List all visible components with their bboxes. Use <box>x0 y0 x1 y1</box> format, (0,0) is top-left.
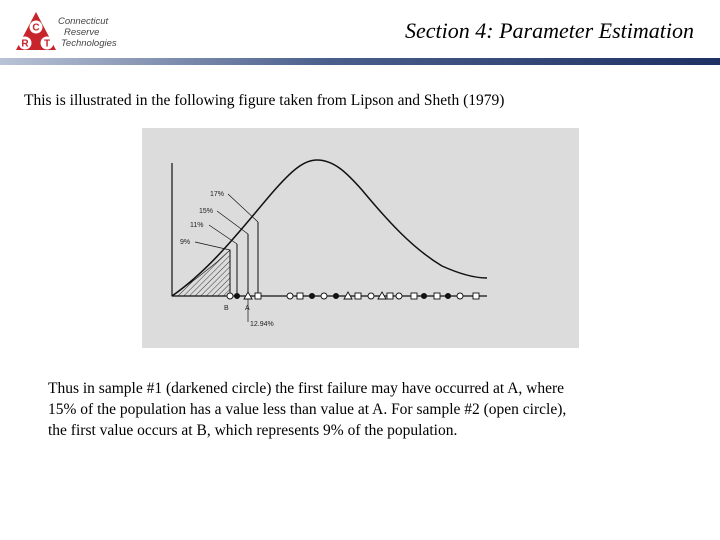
marker-square <box>355 293 361 299</box>
marker-open <box>396 293 402 299</box>
logo-letter-t: T <box>43 38 51 50</box>
marker-filled <box>333 293 338 298</box>
intro-text: This is illustrated in the following figure taken from Lipson and Sheth (1979) <box>24 92 505 109</box>
leader-11 <box>209 225 237 244</box>
caption-line-1: Thus in sample #1 (darkened circle) the first failure may have occurred at A, where <box>48 380 565 397</box>
logo-letter-r: R <box>21 38 29 50</box>
marker-filled <box>445 293 450 298</box>
marker-open <box>457 293 463 299</box>
marker-square <box>297 293 303 299</box>
slide-title: Section 4: Parameter Estimation <box>404 18 694 43</box>
marker-square <box>411 293 417 299</box>
caption-line-2: 15% of the population has a value less than value at A. For sample #2 (open circle), <box>48 401 567 418</box>
logo-line-3: Technologies <box>61 38 117 49</box>
marker-open <box>287 293 293 299</box>
marker-square <box>473 293 479 299</box>
company-logo <box>14 10 134 56</box>
label-point-b: B <box>224 305 229 312</box>
logo-line-2: Reserve <box>64 27 100 38</box>
logo-letter-c: C <box>32 22 40 34</box>
logo-line-1: Connecticut <box>58 16 109 27</box>
label-15-percent: 15% <box>199 208 214 215</box>
marker-square <box>387 293 393 299</box>
header-divider <box>0 58 720 65</box>
label-12-94-percent: 12.94% <box>250 321 274 328</box>
label-17-percent: 17% <box>210 191 225 198</box>
marker-open-b <box>227 293 233 299</box>
label-9-percent: 9% <box>180 239 191 246</box>
marker-filled <box>309 293 314 298</box>
label-11-percent: 11% <box>190 222 204 229</box>
marker-square <box>434 293 440 299</box>
marker-open <box>321 293 327 299</box>
marker-filled-a <box>234 293 239 298</box>
marker-open <box>368 293 374 299</box>
leader-17 <box>228 194 258 222</box>
leader-15 <box>217 211 248 234</box>
marker-square <box>255 293 261 299</box>
leader-9 <box>195 242 230 250</box>
label-point-a: A <box>245 305 250 312</box>
marker-filled <box>421 293 426 298</box>
caption-line-3: the first value occurs at B, which represents 9% of the population. <box>48 422 458 439</box>
distribution-figure <box>142 128 579 348</box>
caption-text <box>48 378 678 441</box>
